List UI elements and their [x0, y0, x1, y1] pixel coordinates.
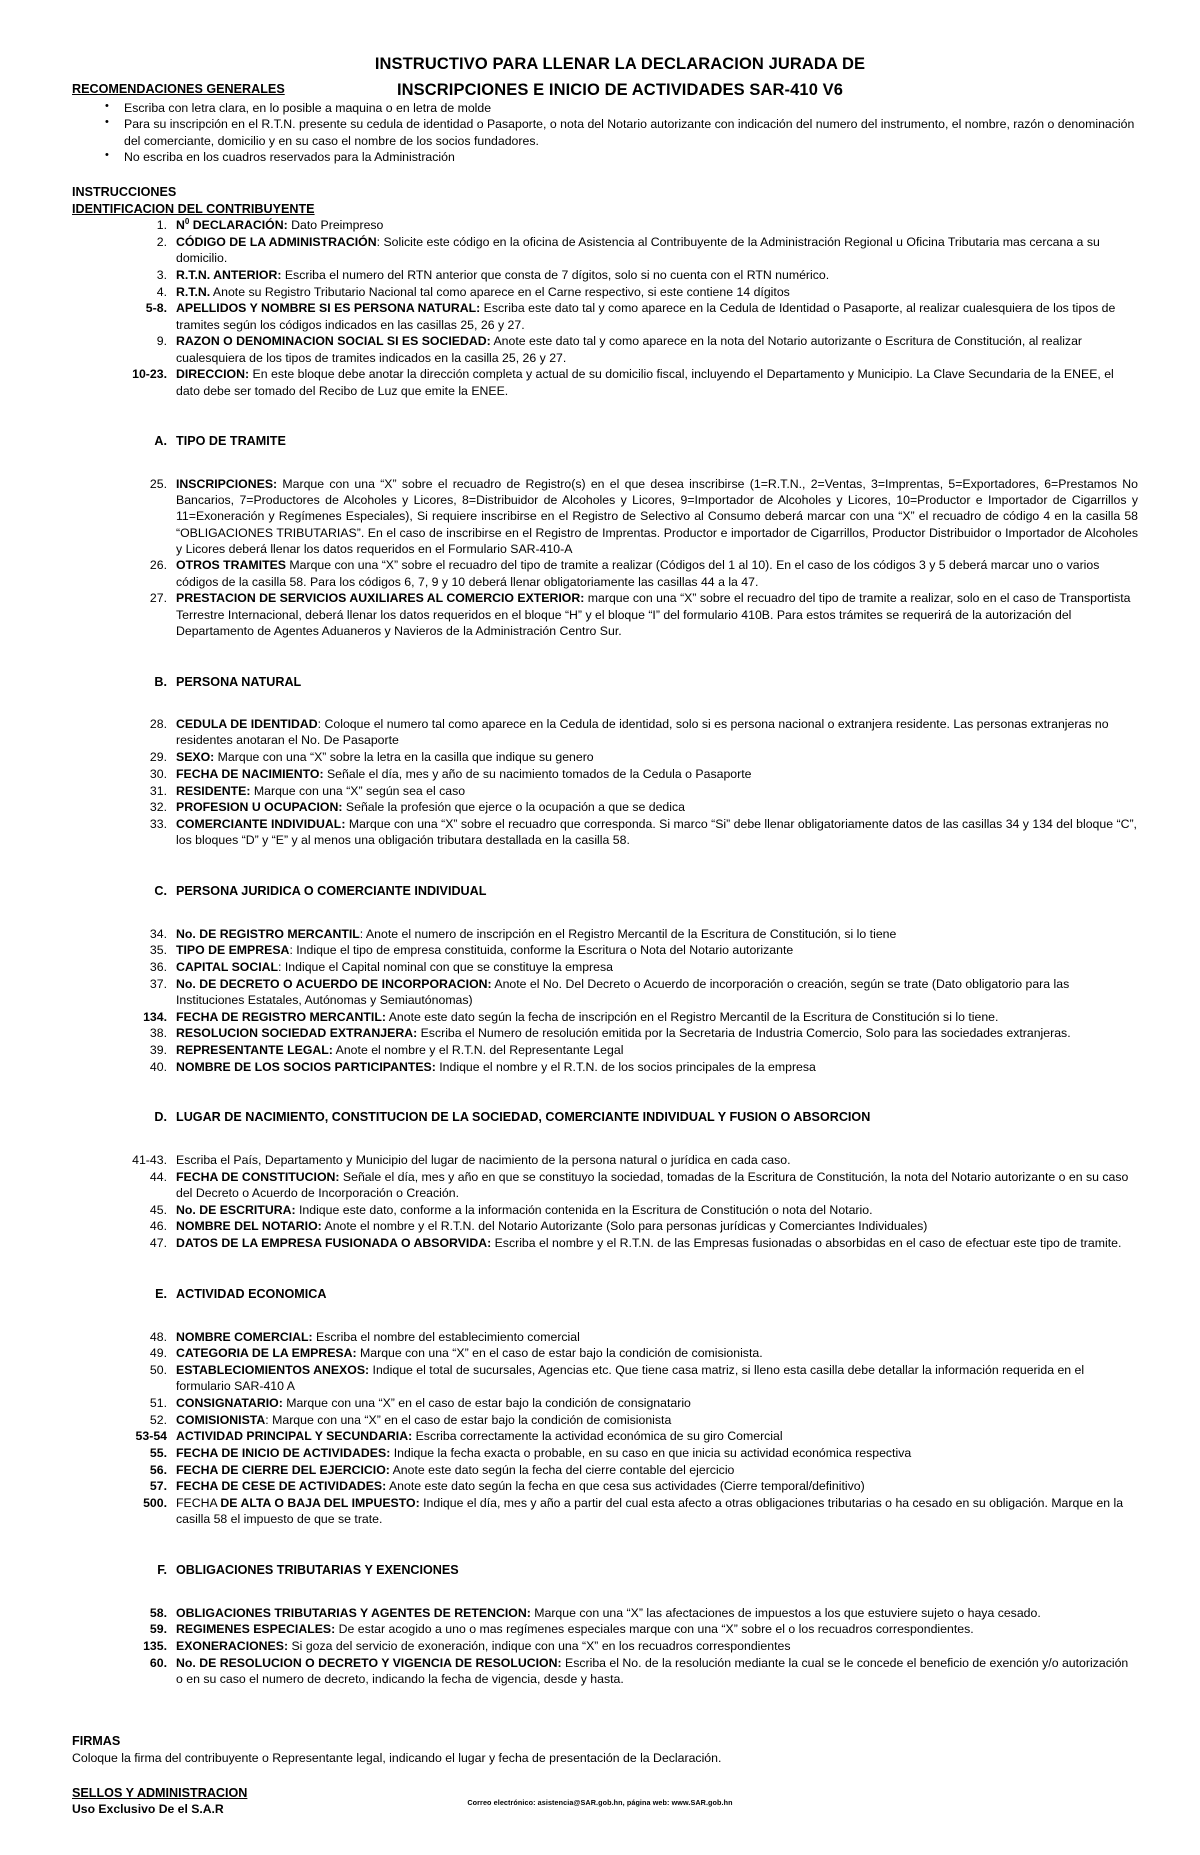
instruction-row	[72, 267, 1138, 283]
instruction-text: Marque con una “X” en el caso de estar bajo la condición de comisionista.	[356, 1346, 763, 1361]
instruction-row	[72, 1059, 1138, 1075]
instruction-text: Marque con una “X” sobre el recuadro de Registro(s) en el que desea inscribirse (1=R.T.N., 2=Ventas, 3=Imprentas, 5=Exportadores, 6=Prestamos No Bancarios, 7=Productores de Alcoholes y Licores, 8=Distribuidor de Alcoholes y Licores, 9=Importador de Alcoholes y Licores, 10=Productor e Importador de Cigarrillos y 11=Exoneración y Regímenes Especiales), Si requiere inscribirse en el Registro de Selectivo al Consumo deberá marcar con una “X” el recuadro de código 4 en la casilla 58 “OBLIGACIONES TRIBUTARIAS”. En el caso de inscribirse en el Registro de Imprentas. Productor e importador de Cigarrillos, Productor Distribuidor o Importador de Alcoholes y Licores deberá llenar los datos requeridos en el Formulario SAR-410-A	[176, 476, 1138, 556]
instruction-row	[72, 1329, 1138, 1345]
instruction-label: PRESTACION DE SERVICIOS AUXILIARES AL COMERCIO EXTERIOR:	[176, 591, 585, 606]
instruction-text: Anote este dato según la fecha de inscripción en el Registro Mercantil de la Escritura de Constitución si lo tiene.	[385, 1009, 999, 1024]
instruction-label: NOMBRE COMERCIAL:	[176, 1329, 313, 1344]
instruction-label: FECHA DE CONSTITUCION:	[176, 1169, 340, 1184]
section-letter: A.	[154, 434, 167, 449]
section-letter: D.	[154, 1110, 167, 1125]
instrucciones-items	[72, 217, 1138, 398]
instruction-text: Indique el total de sucursales, Agencias etc. Que tiene casa matriz, si lleno esta casilla debe detallar la información requerida en el formulario SAR-410 A	[176, 1362, 1085, 1394]
instruction-number: 29.	[149, 750, 167, 765]
instruction-row	[72, 1445, 1138, 1461]
instruction-label: RESOLUCION SOCIEDAD EXTRANJERA:	[176, 1026, 418, 1041]
sellos-text: Uso Exclusivo De el S.A.R	[72, 1802, 224, 1817]
instruction-number: 32.	[149, 800, 167, 815]
list-item: • Para su inscripción en el R.T.N. presente su cedula de identidad o Pasaporte, o nota del Notario autorizante con indicación del numero del instrumento, el nombre, razón o denominación del comerciante, domicilio y en su caso el nombre de los socios fundadores.	[72, 116, 1138, 148]
instruction-label: R.T.N.	[176, 284, 211, 299]
instruction-text: Marque con una “X” sobre el recuadro que corresponda. Si marco “Si” debe llenar obligatoriamente datos de las casillas 34 y 134 del bloque “C”, los bloques “D” y “E” y al menos una obligación tributara destallada en la casilla 58.	[176, 816, 1137, 848]
instruction-label: APELLIDOS Y NOMBRE SI ES PERSONA NATURAL:	[176, 301, 481, 316]
instruction-row	[72, 1202, 1138, 1218]
instruction-number: 34.	[149, 926, 167, 941]
document-sections	[72, 399, 1138, 1687]
instruction-text: Anote el No. Del Decreto o Acuerdo de incorporación o creación, según se trate (Dato obligatorio para las Instituciones Estatales, Autónomas y Semiautónomas)	[176, 976, 1070, 1007]
instruction-body	[176, 1395, 1138, 1411]
instruction-label: RESIDENTE:	[176, 783, 251, 798]
instruction-body	[176, 284, 1138, 300]
instruction-body	[176, 476, 1138, 557]
instruction-number: 33.	[149, 816, 167, 831]
instruction-body	[176, 366, 1138, 398]
instruction-number: 2.	[156, 235, 167, 250]
instruction-number: 48.	[149, 1329, 167, 1344]
instruction-label: No. DE RESOLUCION O DECRETO Y VIGENCIA DE RESOLUCION:	[176, 1655, 562, 1670]
instruction-text: Anote el nombre y el R.T.N. del Representante Legal	[332, 1043, 624, 1058]
instruction-text: : Marque con una “X” en el caso de estar bajo la condición de comisionista	[265, 1412, 672, 1427]
instruction-number: 10-23.	[132, 367, 167, 382]
degree-superscript: 0	[184, 217, 190, 227]
section-title: ACTIVIDAD ECONOMICA	[176, 1286, 327, 1301]
instruction-label: ESTABLECIOMIENTOS ANEXOS:	[176, 1362, 370, 1377]
recomendaciones-list	[72, 100, 1138, 166]
instruction-number: 57.	[149, 1479, 167, 1494]
instruction-row	[72, 1009, 1138, 1025]
instruction-text: Si goza del servicio de exoneración, indique con una “X” en los recuadros correspondientes	[288, 1639, 791, 1654]
instruction-number: 134.	[143, 1009, 167, 1024]
instruction-body	[176, 557, 1138, 589]
instruction-body	[176, 766, 1138, 782]
instruction-label: INSCRIPCIONES:	[176, 476, 278, 491]
instruction-text: Indique este dato, conforme a la información contenida en la Escritura de Constitución o nota del Notario.	[295, 1202, 873, 1217]
identificacion-heading-wrap	[72, 201, 1138, 218]
instruction-body	[176, 1638, 1138, 1654]
instruction-number: 9.	[156, 334, 167, 349]
instruction-text: Anote el nombre y el R.T.N. del Notario Autorizante (Solo para personas jurídicas y Comerciantes Individuales)	[321, 1219, 928, 1234]
instruction-label: FECHA DE NACIMIENTO:	[176, 766, 324, 781]
instruction-body	[176, 1655, 1138, 1687]
instruction-text: : Anote el numero de inscripción en el Registro Mercantil de la Escritura de Constitución, si lo tiene	[359, 926, 897, 941]
firmas-heading-wrap	[72, 1733, 1138, 1750]
instruction-text: Escriba el Numero de resolución emitida por la Secretaria de Industria Comercio, Solo para las sociedades extranjeras.	[417, 1026, 1071, 1041]
identificacion-heading: IDENTIFICACION DEL CONTRIBUYENTE	[72, 201, 315, 216]
instruction-number: 59.	[149, 1622, 167, 1637]
instruction-number: 44.	[149, 1169, 167, 1184]
section-heading-d	[72, 1109, 1138, 1126]
instruction-label: CEDULA DE IDENTIDAD	[176, 717, 318, 732]
instruction-body	[176, 1362, 1138, 1394]
instruction-row	[72, 766, 1138, 782]
instruction-body	[176, 1235, 1138, 1251]
instruction-text: : Indique el Capital nominal con que se constituye la empresa	[278, 959, 613, 974]
instruction-label: EXONERACIONES:	[176, 1639, 289, 1654]
section-title: PERSONA NATURAL	[176, 674, 302, 689]
section-title: TIPO DE TRAMITE	[176, 434, 286, 449]
instruction-label: DIRECCION:	[176, 367, 250, 382]
instruction-label: SEXO:	[176, 750, 215, 765]
instruction-number: 27.	[149, 591, 167, 606]
instruction-number: 60.	[149, 1655, 167, 1670]
section-heading-f	[72, 1562, 1138, 1579]
instruction-body	[176, 1621, 1138, 1637]
instruction-label: REGIMENES ESPECIALES:	[176, 1622, 336, 1637]
instruction-label: COMERCIANTE INDIVIDUAL:	[176, 816, 346, 831]
instruction-label: OBLIGACIONES TRIBUTARIAS Y AGENTES DE RETENCION:	[176, 1605, 531, 1620]
instruction-body	[176, 1345, 1138, 1361]
instruction-label: RAZON O DENOMINACION SOCIAL SI ES SOCIEDAD:	[176, 334, 491, 349]
page-footer: Correo electrónico: asistencia@SAR.gob.hn, página web: www.SAR.gob.hn	[467, 1797, 733, 1807]
instruction-row	[72, 783, 1138, 799]
recomendaciones-heading: RECOMENDACIONES GENERALES	[72, 82, 285, 97]
instruction-label: No. DE DECRETO O ACUERDO DE INCORPORACION:	[176, 976, 492, 991]
section-letter: B.	[154, 674, 167, 689]
section-letter: F.	[157, 1563, 167, 1578]
instruction-body	[176, 1025, 1138, 1041]
instruction-row	[72, 1152, 1138, 1168]
instruction-row	[72, 959, 1138, 975]
instruction-body	[176, 1042, 1138, 1058]
instruction-body	[176, 1445, 1138, 1461]
instruction-text: Señale el día, mes y año en que se constituyo la sociedad, tomadas de la Escritura de Constitución, la nota del Notario autorizante o en su caso del Decreto o Acuerdo de Incorporación o Creación.	[176, 1169, 1129, 1201]
instruction-row	[72, 1169, 1138, 1201]
instruction-row	[72, 799, 1138, 815]
instruction-number: 39.	[149, 1043, 167, 1058]
instruction-number: 4.	[156, 284, 167, 299]
instruction-label: PROFESION U OCUPACION:	[176, 800, 343, 815]
instruction-text: Marque con una “X” sobre el recuadro del tipo de tramite a realizar (Códigos del 1 al 10). En el caso de los códigos 3 y 5 deberá marcar uno o varios códigos de la casilla 58. Para los códigos 6, 7, 9 y 10 deberá llenar obligatoriamente las casillas 44 a la 47.	[176, 558, 1100, 589]
instruction-row	[72, 1362, 1138, 1394]
instruction-number: 47.	[149, 1236, 167, 1251]
instruction-row	[72, 476, 1138, 557]
instruction-label: No. DE REGISTRO MERCANTIL	[176, 926, 360, 941]
instruction-row	[72, 557, 1138, 589]
instruction-text: Señale la profesión que ejerce o la ocupación a que se dedica	[342, 800, 685, 815]
instruction-row	[72, 300, 1138, 332]
instruction-text: De estar acogido a uno o mas regímenes especiales marque con una “X” sobre el o los recuadros correspondientes.	[335, 1622, 974, 1637]
instruction-row	[72, 1345, 1138, 1361]
section-letter: E.	[155, 1286, 167, 1301]
instruction-body	[176, 1329, 1138, 1345]
instruction-label: No. DE ESCRITURA:	[176, 1202, 296, 1217]
instruction-body	[176, 1412, 1138, 1428]
instruction-row	[72, 1395, 1138, 1411]
instruction-label: $N^0$ DECLARACIÓN:	[176, 217, 288, 233]
instruction-number: 1.	[156, 218, 167, 233]
instruction-row	[72, 1042, 1138, 1058]
instruction-text: Escriba el numero del RTN anterior que consta de 7 dígitos, solo si no cuenta con el RTN numérico.	[281, 267, 830, 282]
section-title: OBLIGACIONES TRIBUTARIAS Y EXENCIONES	[176, 1563, 459, 1578]
instruction-body	[176, 816, 1138, 848]
instruction-row	[72, 1605, 1138, 1621]
firmas-heading: FIRMAS	[72, 1733, 121, 1748]
instruction-label: CAPITAL SOCIAL	[176, 959, 279, 974]
instruction-number: 45.	[149, 1202, 167, 1217]
section-heading-a	[72, 433, 1138, 450]
instruction-row	[72, 1412, 1138, 1428]
instruction-text: Marque con una “X” en el caso de estar bajo la condición de consignatario	[282, 1395, 691, 1410]
instruction-number: 56.	[149, 1462, 167, 1477]
instruction-label: FECHA DE CIERRE DEL EJERCICIO:	[176, 1462, 390, 1477]
instruction-label: TIPO DE EMPRESA	[176, 943, 290, 958]
instruction-label: FECHA DE CESE DE ACTIVIDADES:	[176, 1479, 387, 1494]
instruction-number: 28.	[149, 717, 167, 732]
instruction-text: Escriba el No. de la resolución mediante la cual se le concede el beneficio de exención y/o autorización o en su caso el numero de decreto, indicando la fecha de vigencia, desde y hasta.	[176, 1655, 1129, 1687]
instruction-body	[176, 1059, 1138, 1075]
list-item: • No escriba en los cuadros reservados para la Administración	[72, 149, 1138, 165]
sellos-heading: SELLOS Y ADMINISTRACION	[72, 1785, 248, 1800]
instruction-number: 25.	[149, 476, 167, 491]
instruction-text: Escriba el nombre y el R.T.N. de las Empresas fusionadas o absorbidas en el caso de efectuar este tipo de tramite.	[491, 1236, 1122, 1251]
instruction-row	[72, 1495, 1138, 1527]
instruction-body	[176, 1428, 1138, 1444]
instruction-text: Marque con una “X” las afectaciones de impuestos a los que estuviere sujeto o haya cesado.	[530, 1605, 1041, 1620]
instruction-label: CONSIGNATARIO:	[176, 1395, 283, 1410]
instruction-number: 37.	[149, 976, 167, 991]
instruction-number: 51.	[149, 1395, 167, 1410]
section-letter: C.	[154, 883, 167, 898]
title-line-1: INSTRUCTIVO PARA LLENAR LA DECLARACION JURADA DE	[374, 55, 866, 73]
section-title: LUGAR DE NACIMIENTO, CONSTITUCION DE LA SOCIEDAD, COMERCIANTE INDIVIDUAL Y FUSION O ABSORCION	[176, 1110, 871, 1125]
section-heading-b	[72, 674, 1138, 691]
instruction-label: FECHA DE REGISTRO MERCANTIL:	[176, 1009, 386, 1024]
instruction-row	[72, 1235, 1138, 1251]
section-title: PERSONA JURIDICA O COMERCIANTE INDIVIDUAL	[176, 883, 487, 898]
instruction-body	[176, 1478, 1138, 1494]
instruction-number: 35.	[149, 943, 167, 958]
instruction-text: Escriba este dato tal y como aparece en la Cedula de Identidad o Pasaporte, al realizar cualesquiera de los tipos de tramites según los códigos indicados en las casillas 25, 26 y 27.	[176, 301, 1116, 332]
instruction-label: ACTIVIDAD PRINCIPAL Y SECUNDARIA:	[176, 1429, 413, 1444]
instruction-number: 49.	[149, 1346, 167, 1361]
instruction-body	[176, 749, 1138, 765]
instrucciones-heading-wrap	[72, 184, 1138, 201]
instruction-body	[176, 1462, 1138, 1478]
instruction-label: R.T.N. ANTERIOR:	[176, 267, 282, 282]
instruction-body	[176, 333, 1138, 365]
section-heading-c	[72, 883, 1138, 900]
instruction-body	[176, 1605, 1138, 1621]
instruction-row	[72, 1655, 1138, 1687]
instruction-text: Anote este dato tal y como aparece en la nota del Notario autorizante o Escritura de Constitución, al realizar cualesquiera de los tipos de tramites indicados en la casilla 25, 26 y 27.	[176, 334, 1083, 365]
instruction-body	[176, 1218, 1138, 1234]
instruction-row	[72, 1621, 1138, 1637]
instruction-row	[72, 926, 1138, 942]
instruction-text: Anote su Registro Tributario Nacional tal como aparece en el Carne respectivo, si este contiene 14 dígitos	[210, 284, 790, 299]
instruction-row	[72, 1638, 1138, 1654]
instruction-row	[72, 976, 1138, 1008]
instruction-number: 46.	[149, 1219, 167, 1234]
instruction-number: 38.	[149, 1026, 167, 1041]
instruction-row	[72, 816, 1138, 848]
instruction-text: marque con una “X” sobre el recuadro del tipo de tramite a realizar, solo en el caso de Transportista Terrestre Internacional, deberá llenar los datos requeridos en el bloque “H” y el bloque “I” del formulario 410B. Para estos trámites se requerirá de la autorización del Departamento de Agentes Aduaneros y Navieros de la Administración Centro Sur.	[176, 591, 1131, 638]
instruction-label: CATEGORIA DE LA EMPRESA:	[176, 1346, 357, 1361]
instruction-number: 500.	[143, 1496, 167, 1511]
instruction-body	[176, 942, 1138, 958]
instruction-row	[72, 716, 1138, 748]
instruction-number: 50.	[149, 1362, 167, 1377]
instruction-text: Indique la fecha exacta o probable, en su caso en que inicia su actividad económica respectiva	[390, 1446, 912, 1461]
instruction-label: DE ALTA O BAJA DEL IMPUESTO:	[220, 1496, 420, 1511]
title-line-2: INSCRIPCIONES E INICIO DE ACTIVIDADES SAR-410 V6	[396, 80, 844, 99]
instruction-label: FECHA DE INICIO DE ACTIVIDADES:	[176, 1446, 391, 1461]
instruction-row	[72, 333, 1138, 365]
instruction-number: 58.	[149, 1605, 167, 1620]
section-heading-e	[72, 1286, 1138, 1303]
instruction-row	[72, 749, 1138, 765]
instruction-number: 5-8.	[145, 301, 167, 316]
instruction-text: Señale el día, mes y año de su nacimiento tomados de la Cedula o Pasaporte	[323, 766, 752, 781]
instruction-row	[72, 1462, 1138, 1478]
instruction-row	[72, 1428, 1138, 1444]
instruction-number: 30.	[149, 766, 167, 781]
instruction-text: : Solicite este código en la oficina de Asistencia al Contribuyente de la Administración Regional u Oficina Tributaria mas cercana a su domicilio.	[176, 235, 1100, 266]
instruction-number: 31.	[149, 783, 167, 798]
instruction-body	[176, 716, 1138, 748]
instruction-body	[176, 1169, 1138, 1201]
instruction-body	[176, 267, 1138, 283]
instruction-text: Indique el nombre y el R.T.N. de los socios principales de la empresa	[435, 1059, 816, 1074]
instruction-number: 52.	[149, 1412, 167, 1427]
instruction-text: Dato Preimpreso	[287, 218, 384, 233]
instruction-label: OTROS TRAMITES	[176, 558, 286, 573]
instruction-number: 55.	[149, 1446, 167, 1461]
firmas-text: Coloque la firma del contribuyente o Representante legal, indicando el lugar y fecha de presentación de la Declaración.	[72, 1751, 722, 1766]
instruction-body	[176, 590, 1138, 639]
instruction-body	[176, 300, 1138, 332]
instruction-row	[72, 234, 1138, 266]
instruction-number: 26.	[149, 558, 167, 573]
instruction-row	[72, 217, 1138, 233]
instruction-body	[176, 783, 1138, 799]
list-item: • Escriba con letra clara, en lo posible a maquina o en letra de molde	[72, 100, 1138, 116]
instruction-row	[72, 284, 1138, 300]
instruction-text: Anote este dato según la fecha del cierre contable del ejercicio	[389, 1462, 735, 1477]
instruction-number: 135.	[143, 1639, 167, 1654]
instruction-text: : Indique el tipo de empresa constituida, conforme la Escritura o Nota del Notario autorizante	[289, 943, 794, 958]
instruction-body	[176, 234, 1138, 266]
instruction-row	[72, 1478, 1138, 1494]
instruction-number: 3.	[156, 267, 167, 282]
instruction-body	[176, 799, 1138, 815]
instruction-number: 40.	[149, 1059, 167, 1074]
instruction-text: Escriba el nombre del establecimiento comercial	[312, 1329, 580, 1344]
instruction-label: NOMBRE DE LOS SOCIOS PARTICIPANTES:	[176, 1059, 436, 1074]
instruction-row	[72, 1218, 1138, 1234]
instruction-label-prefix: FECHA	[176, 1496, 221, 1511]
instruction-number: 53-54	[135, 1429, 167, 1444]
instruction-number: 36.	[149, 959, 167, 974]
instruction-label: NOMBRE DEL NOTARIO:	[176, 1219, 322, 1234]
instruction-text: Marque con una “X” según sea el caso	[250, 783, 466, 798]
instruction-text: Escriba el País, Departamento y Municipio del lugar de nacimiento de la persona natural o jurídica en cada caso.	[176, 1153, 791, 1168]
instruction-text: Anote este dato según la fecha en que cesa sus actividades (Cierre temporal/definitivo)	[386, 1479, 865, 1494]
instruction-label: COMISIONISTA	[176, 1412, 266, 1427]
instruction-body	[176, 926, 1138, 942]
instruction-body	[176, 1009, 1138, 1025]
instruction-body	[176, 1202, 1138, 1218]
instruction-body	[176, 976, 1138, 1008]
instruction-row	[72, 590, 1138, 639]
instruction-body	[176, 959, 1138, 975]
instrucciones-heading: INSTRUCCIONES	[72, 185, 177, 200]
instruction-text: En este bloque debe anotar la dirección completa y actual de su domicilio fiscal, incluyendo el Departamento y Municipio. La Clave Secundaria de la ENEE, el dato debe ser tomado del Recibo de Luz que emite la ENEE.	[176, 367, 1114, 398]
instruction-label: REPRESENTANTE LEGAL:	[176, 1043, 333, 1058]
instruction-number: 41-43.	[132, 1153, 167, 1168]
instruction-label: CÓDIGO DE LA ADMINISTRACIÓN	[176, 235, 377, 250]
instruction-label: DATOS DE LA EMPRESA FUSIONADA O ABSORVIDA:	[176, 1236, 492, 1251]
instruction-row	[72, 1025, 1138, 1041]
instruction-text: Escriba correctamente la actividad económica de su giro Comercial	[412, 1429, 783, 1444]
instruction-body	[176, 217, 1138, 233]
instruction-body	[176, 1495, 1138, 1527]
instruction-text: Indique el día, mes y año a partir del cual esta afecto a otras obligaciones tributarias o ha cesado en su obligación. Marque en la casilla 58 el impuesto de que se trate.	[176, 1496, 1124, 1527]
instruction-body	[176, 1152, 1138, 1168]
instruction-text: Marque con una “X” sobre la letra en la casilla que indique su genero	[214, 750, 594, 765]
instruction-text: : Coloque el numero tal como aparece en la Cedula de identidad, solo si es persona nacional o extranjera residente. Las personas extranjeras no residentes anotaran el No. De Pasaporte	[176, 717, 1109, 748]
instruction-row	[72, 942, 1138, 958]
instruction-row	[72, 366, 1138, 398]
